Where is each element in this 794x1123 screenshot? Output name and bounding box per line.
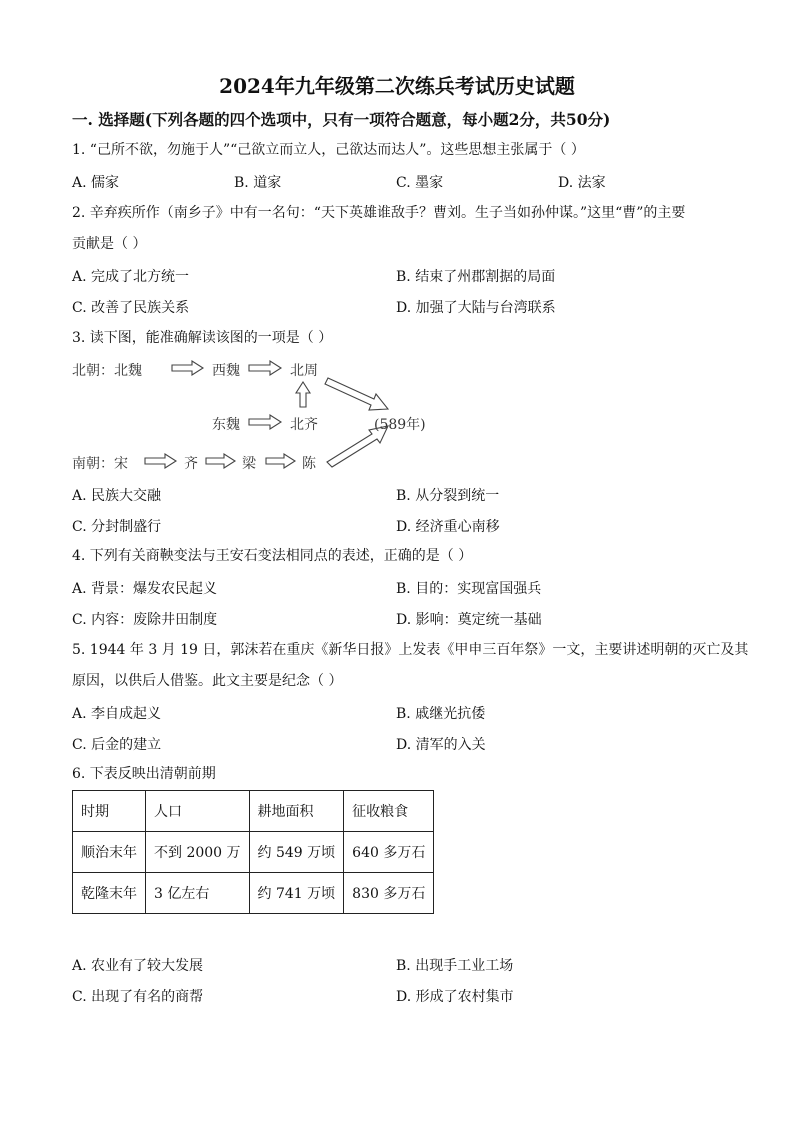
diagram-liang: 梁 (242, 456, 256, 472)
diagram-qi: 齐 (184, 456, 198, 472)
qing-data-table (72, 790, 434, 914)
q6-option-a[interactable]: A. 农业有了较大发展 (72, 958, 204, 974)
section-heading: 一. 选择题(下列各题的四个选项中，只有一项符合题意，每小题2分，共50分) (72, 110, 611, 129)
diagram-south-label: 南朝：宋 (72, 456, 128, 472)
question-5-stem-line2: 原因，以供后人借鉴。此文主要是纪念（ ） (72, 673, 343, 689)
q6-option-b[interactable]: B. 出现手工业工场 (396, 958, 514, 974)
arrow-beiwei-xiwei (172, 361, 203, 375)
question-5-stem-line1: 5. 1944 年 3 月 19 日，郭沫若在重庆《新华日报》上发表《甲申三百年祭》一文，主要讲述明朝的灭亡及其 (72, 642, 749, 658)
q5-option-a[interactable]: A. 李自成起义 (72, 706, 162, 722)
table-cell: 乾隆末年 (73, 873, 146, 914)
q2-option-a[interactable]: A. 完成了北方统一 (72, 269, 190, 285)
diagram-chen: 陈 (302, 456, 316, 472)
diagram-east-wei: 东魏 (212, 417, 240, 433)
table-header-row (73, 791, 434, 832)
table-row (73, 832, 434, 873)
table-cell: 640 多万石 (344, 832, 434, 873)
table-header-cell: 耕地面积 (249, 791, 344, 832)
q5-option-c[interactable]: C. 后金的建立 (72, 737, 162, 753)
q1-option-b[interactable]: B. 道家 (234, 175, 282, 191)
diagram-west-wei: 西魏 (212, 363, 240, 379)
q5-option-b[interactable]: B. 戚继光抗倭 (396, 706, 486, 722)
q1-option-d[interactable]: D. 法家 (558, 175, 606, 191)
question-3-stem: 3. 读下图，能准确解读该图的一项是（ ） (72, 330, 333, 346)
q3-option-d[interactable]: D. 经济重心南移 (396, 519, 500, 535)
question-2-stem-line2: 贡献是（ ） (72, 236, 147, 252)
q4-option-d[interactable]: D. 影响：奠定统一基础 (396, 612, 542, 628)
table-row (73, 873, 434, 914)
question-6-stem: 6. 下表反映出清朝前期 (72, 766, 216, 782)
table-header-cell: 征收粮食 (344, 791, 434, 832)
q3-option-c[interactable]: C. 分封制盛行 (72, 519, 162, 535)
q2-option-c[interactable]: C. 改善了民族关系 (72, 300, 190, 316)
question-4-stem: 4. 下列有关商鞅变法与王安石变法相同点的表述，正确的是（ ） (72, 548, 473, 564)
q1-option-a[interactable]: A. 儒家 (72, 175, 120, 191)
diagram-north-zhou: 北周 (290, 363, 318, 379)
q2-option-d[interactable]: D. 加强了大陆与台湾联系 (396, 300, 556, 316)
table-cell: 830 多万石 (344, 873, 434, 914)
q6-option-c[interactable]: C. 出现了有名的商帮 (72, 989, 204, 1005)
table-cell: 不到 2000 万 (146, 832, 250, 873)
arrow-beizhou-589 (325, 378, 388, 410)
arrow-qi-liang (206, 454, 235, 468)
q4-option-a[interactable]: A. 背景：爆发农民起义 (72, 581, 218, 597)
q4-option-b[interactable]: B. 目的：实现富国强兵 (396, 581, 542, 597)
table-cell: 3 亿左右 (146, 873, 250, 914)
question-2-stem-line1: 2. 辛弃疾所作（南乡子》中有一名句：“天下英雄谁敌手？曹刘。生子当如孙仲谋。”这里“曹”的主要 (72, 205, 686, 221)
page-title: 2024年九年级第二次练兵考试历史试题 (219, 74, 575, 98)
q2-option-b[interactable]: B. 结束了州郡割据的局面 (396, 269, 556, 285)
arrow-beiqi-beizhou (296, 382, 310, 407)
q3-option-b[interactable]: B. 从分裂到统一 (396, 488, 500, 504)
q5-option-d[interactable]: D. 清军的入关 (396, 737, 486, 753)
q6-option-d[interactable]: D. 形成了农村集市 (396, 989, 514, 1005)
q1-option-c[interactable]: C. 墨家 (396, 175, 444, 191)
arrow-song-qi (145, 454, 176, 468)
q4-option-c[interactable]: C. 内容：废除井田制度 (72, 612, 218, 628)
diagram-north-label: 北朝：北魏 (72, 363, 142, 379)
table-cell: 约 741 万顷 (249, 873, 344, 914)
table-header-cell: 人口 (146, 791, 250, 832)
diagram-north-qi: 北齐 (290, 417, 318, 433)
table-header-cell: 时期 (73, 791, 146, 832)
q3-option-a[interactable]: A. 民族大交融 (72, 488, 162, 504)
table-cell: 约 549 万顷 (249, 832, 344, 873)
table-cell: 顺治末年 (73, 832, 146, 873)
diagram-year: (589年) (374, 417, 426, 433)
arrow-xiwei-beizhou (249, 361, 281, 375)
question-1-stem: 1. “己所不欲，勿施于人”“己欲立而立人，己欲达而达人”。这些思想主张属于（ ） (72, 142, 585, 158)
arrow-dongwei-beiqi (249, 415, 281, 429)
arrow-liang-chen (266, 454, 295, 468)
